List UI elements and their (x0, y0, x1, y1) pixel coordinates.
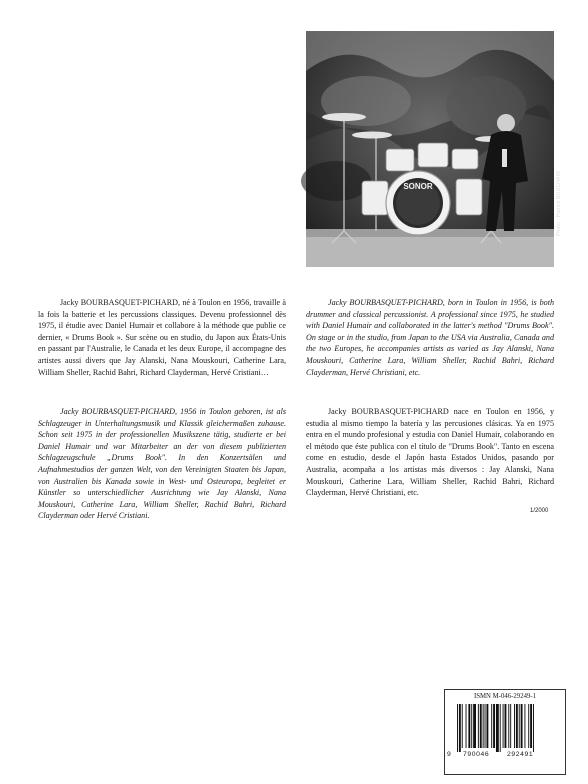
barcode-bar (524, 704, 525, 748)
barcode-bar (505, 704, 507, 748)
bio-german: Jacky BOURBASQUET-PICHARD, 1956 in Toulon geboren, ist als Schlagzeuger in Unterhaltungsmusik und Klassik gleichermaßen zuhause. Schon seit 1975 in der professionellen Musikszene tätig, studierte er bei Daniel Humair und war Mitarbeiter an der von diesem publizierten Schlagzeugschule „Drums Book". In den Konzertsälen und Aufnahmestudios der ganzen Welt, von den Vereinigten Staaten bis Japan, von Australien bis Kanada sowie in West- und Osteuropa, begleitet er Künstler so unterschiedlicher Ausrichtung wie Jay Alanski, Nana Mouskouri, Catherine Lara, William Sheller, Rachid Bahri, Richard Clayderman oder Hervé Cristiani. (38, 407, 286, 521)
barcode-bar (514, 704, 515, 748)
bio-french: Jacky BOURBASQUET-PICHARD, né à Toulon en 1956, travaille à la fois la batterie et les percussions classiques. Devenu professionnel dès 1975, il étudie avec Daniel Humair et collabore à la méthode que publie ce dernier, « Drums Book ». Sur scène ou en studio, du Japon aux États-Unis en passant par l'Australie, le Canada et les deux Europe, il accompagne des artistes aussi divers que Jay Alanski, Nana Mouskouri, Catherine Lara, William Sheller, Rachid Bahri, Richard Clayderman, Hervé Cristiani… (38, 298, 286, 377)
barcode-bar (485, 704, 486, 748)
ismn-label: ISMN M-046-29249-1 (473, 693, 537, 700)
barcode-box (444, 689, 566, 775)
barcode-right-digits: 292491 (507, 751, 534, 758)
barcode-bar (496, 704, 499, 752)
barcode-bar (471, 704, 472, 748)
barcode-bar (480, 704, 482, 748)
barcode-bar (493, 704, 495, 748)
barcode-left-digits: 790046 (463, 751, 490, 758)
bio-spanish: Jacky BOURBASQUET-PICHARD nace en Toulon en 1956, y estudia al mismo tiempo la batería y las percusiones clásicas. Ya en 1975 entra en el mundo profesional y estudia con Daniel Humair, colaborando en el método que éste publica con el título de "Drums Book". Tanto en escena come en estudio, desde el Japón hasta Estados Unidos, pasando por Australia, acompaña a los artistas más diversos : Jay Alanski, Nana Mouskouri, Catherine Lara, William Sheller, Rachid Bahri, Richard Clayderman, Hervé Christiani, etc. (306, 407, 554, 498)
barcode-bar (491, 704, 492, 748)
barcode-bar (530, 704, 532, 748)
barcode-first-digit: 9 (447, 751, 452, 758)
barcode-bar (468, 704, 470, 748)
barcode (453, 704, 557, 752)
barcode-bar (459, 704, 461, 752)
barcode-bar (508, 704, 509, 748)
barcode-bar (462, 704, 463, 748)
barcode-bar (473, 704, 476, 748)
barcode-bar (500, 704, 501, 752)
barcode-bar (457, 704, 458, 752)
drum-brand-logo: SONOR (403, 182, 433, 191)
barcode-bar (516, 704, 518, 748)
barcode-bar (486, 704, 488, 748)
barcode-bar (483, 704, 484, 748)
barcode-bar (510, 704, 511, 748)
photo-credit: Photo : Patrick BOUCHAIN (556, 171, 562, 237)
barcode-bar (533, 704, 534, 752)
barcode-bar (503, 704, 504, 748)
barcode-bar (519, 704, 520, 748)
bio-english: Jacky BOURBASQUET-PICHARD, born in Toulon in 1956, is both drummer and classical percussionist. A professional since 1975, he studied with Daniel Humair and collaborated in the latter's method "Drums Book". On stage or in the studio, from Japan to the USA via Australia, Canada and the two Europes, he accompanies artists as varied as Jay Alanski, Nana Mouskouri, Catherine Lara, William Sheller, Rachid Bahri, Richard Clayderman, Hervé Christiani, etc. (306, 298, 554, 377)
drummer-photo-image (306, 31, 554, 267)
barcode-bar (478, 704, 479, 748)
barcode-bar (466, 704, 467, 748)
barcode-bar (528, 704, 529, 748)
catalog-code: 1/2000 (530, 508, 549, 514)
drummer-photo (306, 31, 562, 267)
barcode-bar (521, 704, 523, 748)
